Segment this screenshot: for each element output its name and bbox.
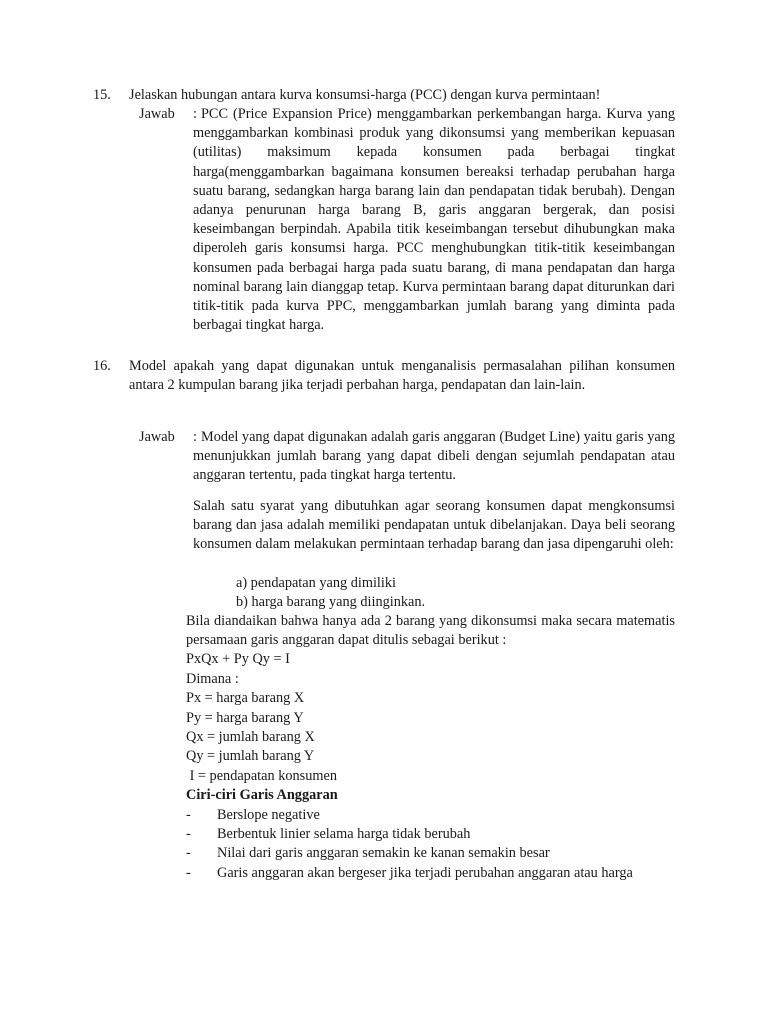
feature-text: Garis anggaran akan bergeser jika terjadi perubahan anggaran atau harga: [217, 864, 633, 881]
answer-colon: :: [193, 106, 197, 122]
bullet-dash: -: [186, 845, 191, 862]
feature-text: Berbentuk linier selama harga tidak berubah: [217, 825, 471, 842]
answer-text: [193, 428, 675, 486]
paragraph-equation-intro: Bila diandaikan bahwa hanya ada 2 barang yang dikonsumsi maka secara matematis persamaan garis anggaran dapat ditulis sebagai berikut :: [186, 613, 675, 649]
bullet-dash: -: [186, 864, 191, 881]
question-16: [93, 357, 675, 395]
question-15: [93, 86, 675, 105]
question-number: 16.: [93, 358, 111, 374]
answer-colon: :: [193, 429, 197, 445]
definition-i: I = pendapatan konsumen: [186, 767, 337, 784]
definition-qx: Qx = jumlah barang X: [186, 728, 315, 745]
question-number: 15.: [93, 87, 111, 103]
answer-16: [139, 428, 675, 486]
feature-text: Nilai dari garis anggaran semakin ke kanan semakin besar: [217, 845, 550, 862]
answer-label: Jawab: [139, 429, 175, 445]
paragraph-purchasing-power: Salah satu syarat yang dibutuhkan agar seorang konsumen dapat mengkonsumsi barang dan jasa adalah memiliki pendapatan untuk dibelanjakan. Daya beli seorang konsumen dalam melakukan permintaan terhadap barang dan jasa dipengaruhi oleh:: [193, 498, 675, 553]
list-item-a: a) pendapatan yang dimiliki: [236, 575, 396, 591]
definition-py: Py = harga barang Y: [186, 709, 304, 726]
definition-px: Px = harga barang X: [186, 690, 305, 707]
list-item: [186, 825, 675, 844]
list-item: [186, 806, 675, 825]
list-item: [186, 844, 675, 863]
list-item-b: b) harga barang yang diinginkan.: [236, 594, 426, 610]
question-text: Jelaskan hubungan antara kurva konsumsi-harga (PCC) dengan kurva permintaan!: [129, 87, 601, 103]
answer-body: Model yang dapat digunakan adalah garis anggaran (Budget Line) yaitu garis yang menunjukkan jumlah barang yang dapat dibeli dengan sejumlah pendapatan atau anggaran tertentu, pada tingkat harga tertentu.: [193, 429, 675, 484]
answer-body: PCC (Price Expansion Price) menggambarkan perkembangan harga. Kurva yang menggambarkan kombinasi produk yang dikonsumsi yang memberikan kepuasan (utilitas) maksimum kepada konsumen pada berbagai tingkat harga(menggambarkan bagaimana konsumen bereaksi terhadap perubahan harga suatu barang, sedangkan harga barang lain dan pendapatan tidak berubah). Dengan adanya penurunan harga barang B, garis anggaran bergerak, dan posisi keseimbangan berpindah. Apabila titik keseimbangan tersebut dihubungkan maka diperoleh garis konsumsi harga. PCC menghubungkan titik-titik keseimbangan konsumen pada berbagai harga pada suatu barang, di mana pendapatan dan harga nominal barang lain dianggap tetap. Kurva permintaan barang dapat diturunkan dari titik-titik pada kurva PPC, menggambarkan jumlah barang yang diminta pada berbagai tingkat harga.: [193, 106, 675, 334]
equation: PxQx + Py Qy = I: [186, 651, 290, 668]
question-text: Model apakah yang dapat digunakan untuk menganalisis permasalahan pilihan konsumen antara 2 kumpulan barang jika terjadi perbahan harga, pendapatan dan lain-lain.: [129, 358, 675, 394]
budget-equation-block: [186, 612, 675, 883]
answer-label: Jawab: [139, 106, 175, 122]
features-title: Ciri-ciri Garis Anggaran: [186, 787, 338, 804]
definitions-heading: Dimana :: [186, 670, 239, 687]
answer-text: [193, 105, 675, 335]
feature-text: Berslope negative: [217, 806, 320, 823]
answer-15: [139, 105, 675, 335]
definition-qy: Qy = jumlah barang Y: [186, 748, 315, 765]
bullet-dash: -: [186, 806, 191, 823]
list-item: [186, 864, 675, 883]
bullet-dash: -: [186, 825, 191, 842]
